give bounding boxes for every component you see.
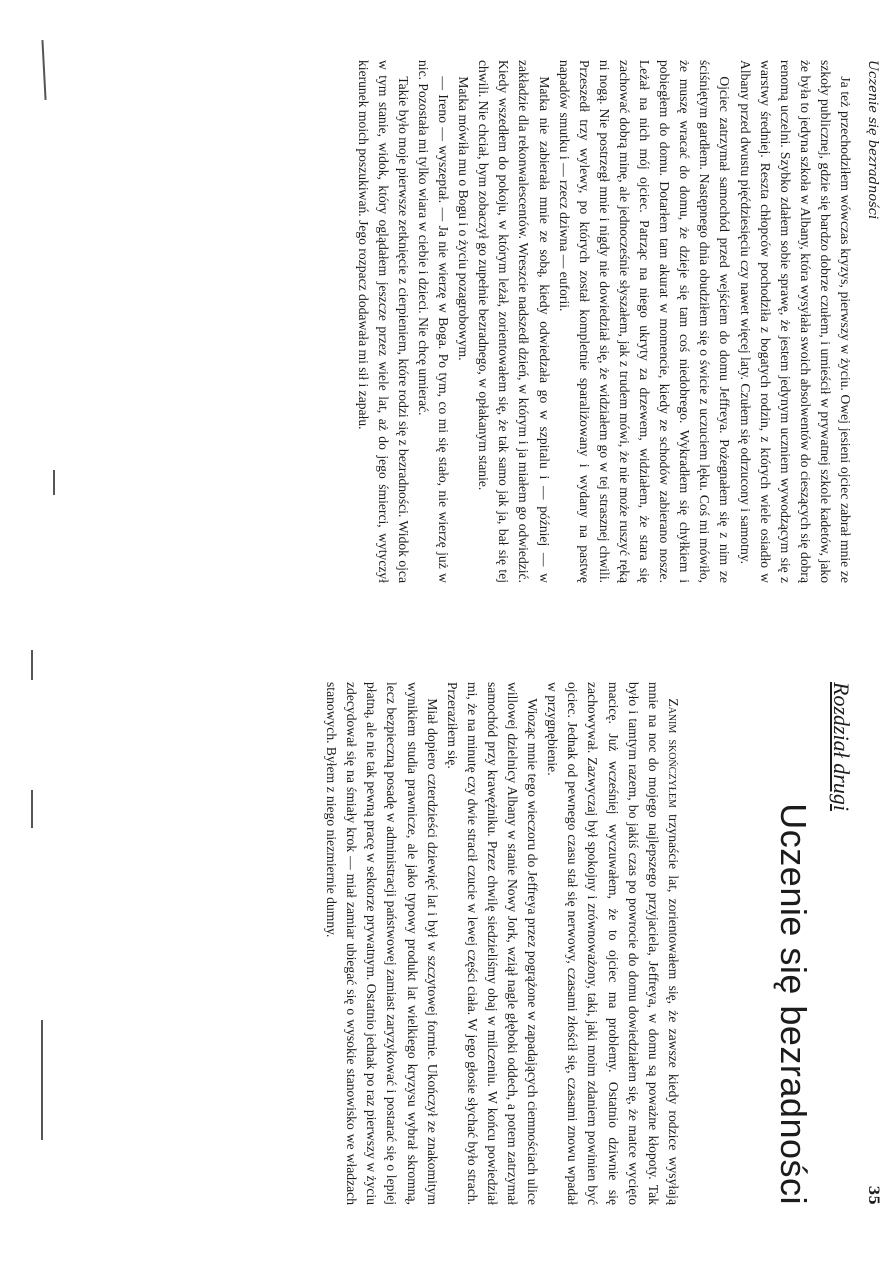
page-number: 35: [865, 1185, 881, 1205]
opening-paragraph-text: trzynaście lat, zorientowałem się, że zawsze kiedy rodzice wysyłają mnie na noc do mojego najlepszego przyjaciela, Jeffreya, w domu są poważne kłopoty. Tak było i tamtym razem, bo jakiś czas po powrocie do domu dowiedziałem się, że matce wycięto macicę. Już wcześniej wyczuwałem, że to ojciec ma problemy. Ostatnio dziwnie się zachowywał. Zazwyczaj był spokojny i zrównoważony, taki, jaki moim zdaniem powinien być ojciec. Jednak od pewnego czasu stał się nerwowy, czasami złościł się, czasami znowu wpadał w przygnębienie.: [545, 682, 681, 1205]
paragraph: — Ireno — wyszeptał. — Ja nie wierzę w Boga. Po tym, co mi się stało, nie wierzę już w nic. Pozostała mi tylko wiara w ciebie i dzieci. Nie chcę umierać.: [416, 60, 452, 583]
paragraph: Matka nie zabierała mnie ze sobą, kiedy odwiedzała go w szpitalu i — później — w zakładzie dla rekonwalescentów. Wreszcie nadszedł dzień, w którym i ja miałem go odwiedzić. Kiedy wszedłem do pokoju, w którym leżał, zorientowałem się, że tak samo jak ja, bał się tej chwili. Nie chciał, bym zobaczył go zupełnie bezradnego, w opłakanym stanie.: [476, 60, 552, 583]
scan-edge-marks: [0, 0, 75, 1263]
paragraph: Wioząc mnie tego wieczoru do Jeffreya przez pogrążone w zapadających ciemnościach ulice willowej dzielnicy Albany w stanie Nowy Jork, wziął nagle głęboki oddech, a potem zatrzymał samochód przy krawężniku. Przez chwilę siedzieliśmy obaj w milczeniu. W końcu powiedział mi, że na minutę czy dwie stracił czucie w lewej części ciała. W jego głosie słychać było strach. Przeraziłem się.: [444, 682, 541, 1205]
opening-paragraph: [542, 682, 683, 1205]
chapter-title: Uczenie się bezradności: [772, 803, 814, 1205]
running-header: [865, 60, 881, 1205]
paragraph: Ojciec zatrzymał samochód przed wejściem do domu Jeffreya. Pożegnałem się z nim ze ściśniętym gardłem. Następnego dnia obudziłem się o świcie z uczuciem lęku. Coś mi mówiło, że muszę wracać do domu, że dzieje się tam coś niedobrego. Wykradłem się chyłkiem i pobiegłem do domu. Dotarłem tam akurat w momencie, kiedy ze schodów zabierano nosze. Leżał na nich mój ojciec. Patrząc na niego ukryty za drzewem, widziałem, że stara się zachować dobrą minę, ale jednocześnie słyszałem, jak z trudem mówi, że nie może ruszyć ręką ni nogą. Nie postrzegł mnie i nigdy nie dowiedział się, że widziałem go w tej strasznej chwili. Przeszedł trzy wylewy, po których został kompletnie sparaliżowany i wydany na pastwę napadów smutku i — rzecz dziwna — euforii.: [556, 60, 733, 583]
scan-mark: [54, 470, 56, 495]
paragraph: Matka mówiła mu o Bogu i o życiu pozagrobowym.: [456, 76, 472, 361]
paragraph: Ja też przechodziłem wówczas kryzys, pierwszy w życiu. Owej jesieni ojciec zabrał mnie ze szkoły publicznej, gdzie się bardzo dobrze czułem, i umieścił w prywatnej szkole kadetów, jako że była to jedyna szkoła w Albany, która wysyłała swoich absolwentów do cieszących się dobrą renomą uczelni. Szybko zdałem sobie sprawę, że jestem jedynym uczniem wywodzącym się z warstwy średniej. Reszta chłopców pochodziła z bogatych rodzin, z których wiele osiadło w Albany przed dwustu pięćdziesięciu czy nawet więcej laty. Czułem się odrzucony i samotny.: [737, 60, 853, 583]
paragraph: Takie było moje pierwsze zetknięcie z cierpieniem, które rodzi się z bezradności. Widok ojca w tym stanie, widok, który oglądałem jeszcze przez wiele lat, aż do jego śmierci, wytyczył kierunek moich poszukiwań. Jego rozpacz dodawała mi sił i zapału.: [355, 60, 411, 583]
lead-in-small-caps: Zanim skończyłem: [665, 698, 681, 808]
scan-mark: [42, 40, 47, 100]
scan-mark: [41, 1020, 43, 1140]
right-column: [65, 682, 855, 1205]
left-column: [65, 60, 855, 583]
paragraph: Miał dopiero czterdzieści dziewięć lat i był w szczytowej formie. Ukończył ze znakomitym wynikiem studia prawnicze, ale jako typowy produkt lat wielkiego kryzysu wybrał skromną, lecz bezpieczną posadę w administracji państwowej zamiast zaryzykować i postarać się o lepiej płatną, ale nie tak pewną pracę w sektorze prywatnym. Ostatnio jednak po raz pierwszy w życiu zdecydował się na śmiały krok — miał zamiar ubiegać się o wysokie stanowisko we władzach stanowych. Byłem z niego niezmiernie dumny.: [324, 682, 440, 1205]
scan-mark: [32, 790, 34, 828]
chapter-label: Rozdział drugi: [829, 682, 854, 811]
running-header-title: Uczenie się bezradności: [865, 60, 880, 220]
scan-mark: [32, 650, 34, 680]
